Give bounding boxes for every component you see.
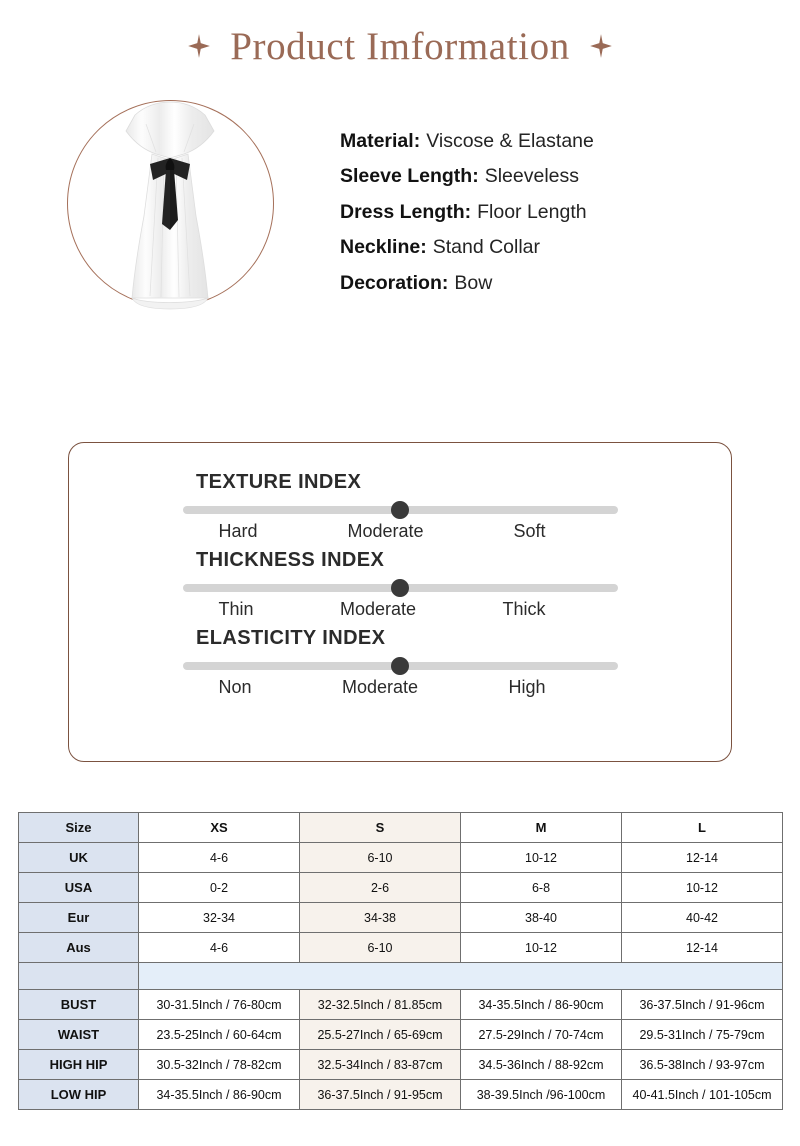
cell-xs: 34-35.5Inch / 86-90cm: [139, 1080, 300, 1110]
cell-l: 12-14: [622, 843, 783, 873]
table-row: [19, 843, 783, 873]
spec-row-decoration: [340, 272, 594, 295]
cell-m: 10-12: [461, 933, 622, 963]
slider-knob[interactable]: [391, 579, 409, 597]
texture-index-slider[interactable]: [183, 505, 618, 515]
index-title: TEXTURE INDEX: [196, 471, 362, 493]
thickness-index-slider[interactable]: [183, 583, 618, 593]
cell-s: 32-32.5Inch / 81.85cm: [300, 990, 461, 1020]
table-row: [19, 1020, 783, 1050]
spacer-cell: [19, 963, 139, 990]
row-label: USA: [19, 873, 139, 903]
slider-knob[interactable]: [391, 657, 409, 675]
cell-l: 29.5-31Inch / 75-79cm: [622, 1020, 783, 1050]
slider-label-mid: Moderate: [347, 521, 424, 541]
cell-xs: 30.5-32Inch / 78-82cm: [139, 1050, 300, 1080]
slider-label-mid: Moderate: [341, 677, 419, 697]
slider-label-mid: Moderate: [339, 599, 417, 619]
spec-value: Viscose & Elastane: [426, 130, 594, 152]
cell-l: 36-37.5Inch / 91-96cm: [622, 990, 783, 1020]
row-label: Aus: [19, 933, 139, 963]
product-image-frame: [0, 92, 340, 307]
table-header-s: S: [300, 813, 461, 843]
cell-s: 34-38: [300, 903, 461, 933]
cell-xs: 32-34: [139, 903, 300, 933]
cell-xs: 4-6: [139, 933, 300, 963]
slider-label-low: Thin: [218, 599, 254, 619]
cell-m: 34.5-36Inch / 88-92cm: [461, 1050, 622, 1080]
slider-label-high: High: [508, 677, 546, 697]
page-header: [0, 0, 800, 92]
table-row: [19, 873, 783, 903]
size-chart-table: [18, 812, 783, 1110]
cell-l: 10-12: [622, 873, 783, 903]
spec-value: Sleeveless: [484, 165, 580, 188]
cell-l: 12-14: [622, 933, 783, 963]
table-row: [19, 990, 783, 1020]
table-header-l: L: [622, 813, 783, 843]
table-header-m: M: [461, 813, 622, 843]
elasticity-index-slider[interactable]: [183, 661, 618, 671]
row-label: Eur: [19, 903, 139, 933]
cell-m: 27.5-29Inch / 70-74cm: [461, 1020, 622, 1050]
row-label: UK: [19, 843, 139, 873]
table-row: [19, 903, 783, 933]
table-row-header: [19, 813, 783, 843]
table-row: [19, 1050, 783, 1080]
row-label: HIGH HIP: [19, 1050, 139, 1080]
cell-xs: 4-6: [139, 843, 300, 873]
cell-l: 40-41.5Inch / 101-105cm: [622, 1080, 783, 1110]
spec-value: Bow: [454, 271, 493, 294]
cell-s: 2-6: [300, 873, 461, 903]
spec-row-sleeve-length: [340, 165, 594, 188]
cell-m: 38-40: [461, 903, 622, 933]
slider-knob[interactable]: [391, 501, 409, 519]
cell-m: 38-39.5Inch /96-100cm: [461, 1080, 622, 1110]
row-label: LOW HIP: [19, 1080, 139, 1110]
fabric-index-panel: [68, 442, 732, 762]
table-row-spacer: [19, 963, 783, 990]
spec-row-material: [340, 130, 594, 153]
dress-illustration-icon: [90, 96, 250, 311]
spec-value: Floor Length: [477, 200, 587, 223]
slider-scale-labels: [183, 521, 618, 542]
spec-row-dress-length: [340, 201, 594, 224]
cell-l: 40-42: [622, 903, 783, 933]
product-image-circle: [67, 100, 274, 307]
cell-m: 6-8: [461, 873, 622, 903]
table-row: [19, 1080, 783, 1110]
table-header-xs: XS: [139, 813, 300, 843]
index-block-thickness: [69, 549, 731, 620]
row-label: BUST: [19, 990, 139, 1020]
table-header-size: Size: [19, 813, 139, 843]
index-title: THICKNESS INDEX: [196, 549, 385, 571]
sparkle-icon-left: [186, 33, 212, 59]
table-row: [19, 933, 783, 963]
product-spec-list: [340, 92, 594, 295]
spec-value: Stand Collar: [432, 236, 541, 259]
index-title: ELASTICITY INDEX: [196, 627, 386, 649]
cell-xs: 30-31.5Inch / 76-80cm: [139, 990, 300, 1020]
slider-label-high: Thick: [502, 599, 546, 619]
slider-label-low: Non: [218, 677, 252, 697]
spec-label: Neckline:: [340, 236, 427, 259]
cell-xs: 23.5-25Inch / 60-64cm: [139, 1020, 300, 1050]
cell-xs: 0-2: [139, 873, 300, 903]
spacer-cell: [139, 963, 783, 990]
cell-m: 34-35.5Inch / 86-90cm: [461, 990, 622, 1020]
cell-s: 36-37.5Inch / 91-95cm: [300, 1080, 461, 1110]
slider-label-low: Hard: [218, 521, 258, 541]
slider-scale-labels: [183, 677, 618, 698]
cell-m: 10-12: [461, 843, 622, 873]
spec-label: Dress Length:: [340, 200, 472, 223]
cell-s: 6-10: [300, 843, 461, 873]
cell-s: 32.5-34Inch / 83-87cm: [300, 1050, 461, 1080]
index-block-elasticity: [69, 627, 731, 698]
cell-l: 36.5-38Inch / 93-97cm: [622, 1050, 783, 1080]
index-block-texture: [69, 471, 731, 542]
spec-row-neckline: [340, 236, 594, 259]
cell-s: 25.5-27Inch / 65-69cm: [300, 1020, 461, 1050]
cell-s: 6-10: [300, 933, 461, 963]
spec-label: Sleeve Length:: [340, 165, 479, 188]
slider-scale-labels: [183, 599, 618, 620]
spec-label: Material:: [340, 130, 421, 152]
row-label: WAIST: [19, 1020, 139, 1050]
spec-label: Decoration:: [340, 271, 449, 294]
product-overview: [0, 92, 800, 392]
sparkle-icon-right: [588, 33, 614, 59]
slider-label-high: Soft: [513, 521, 546, 541]
page-title: Product Imformation: [230, 24, 570, 68]
